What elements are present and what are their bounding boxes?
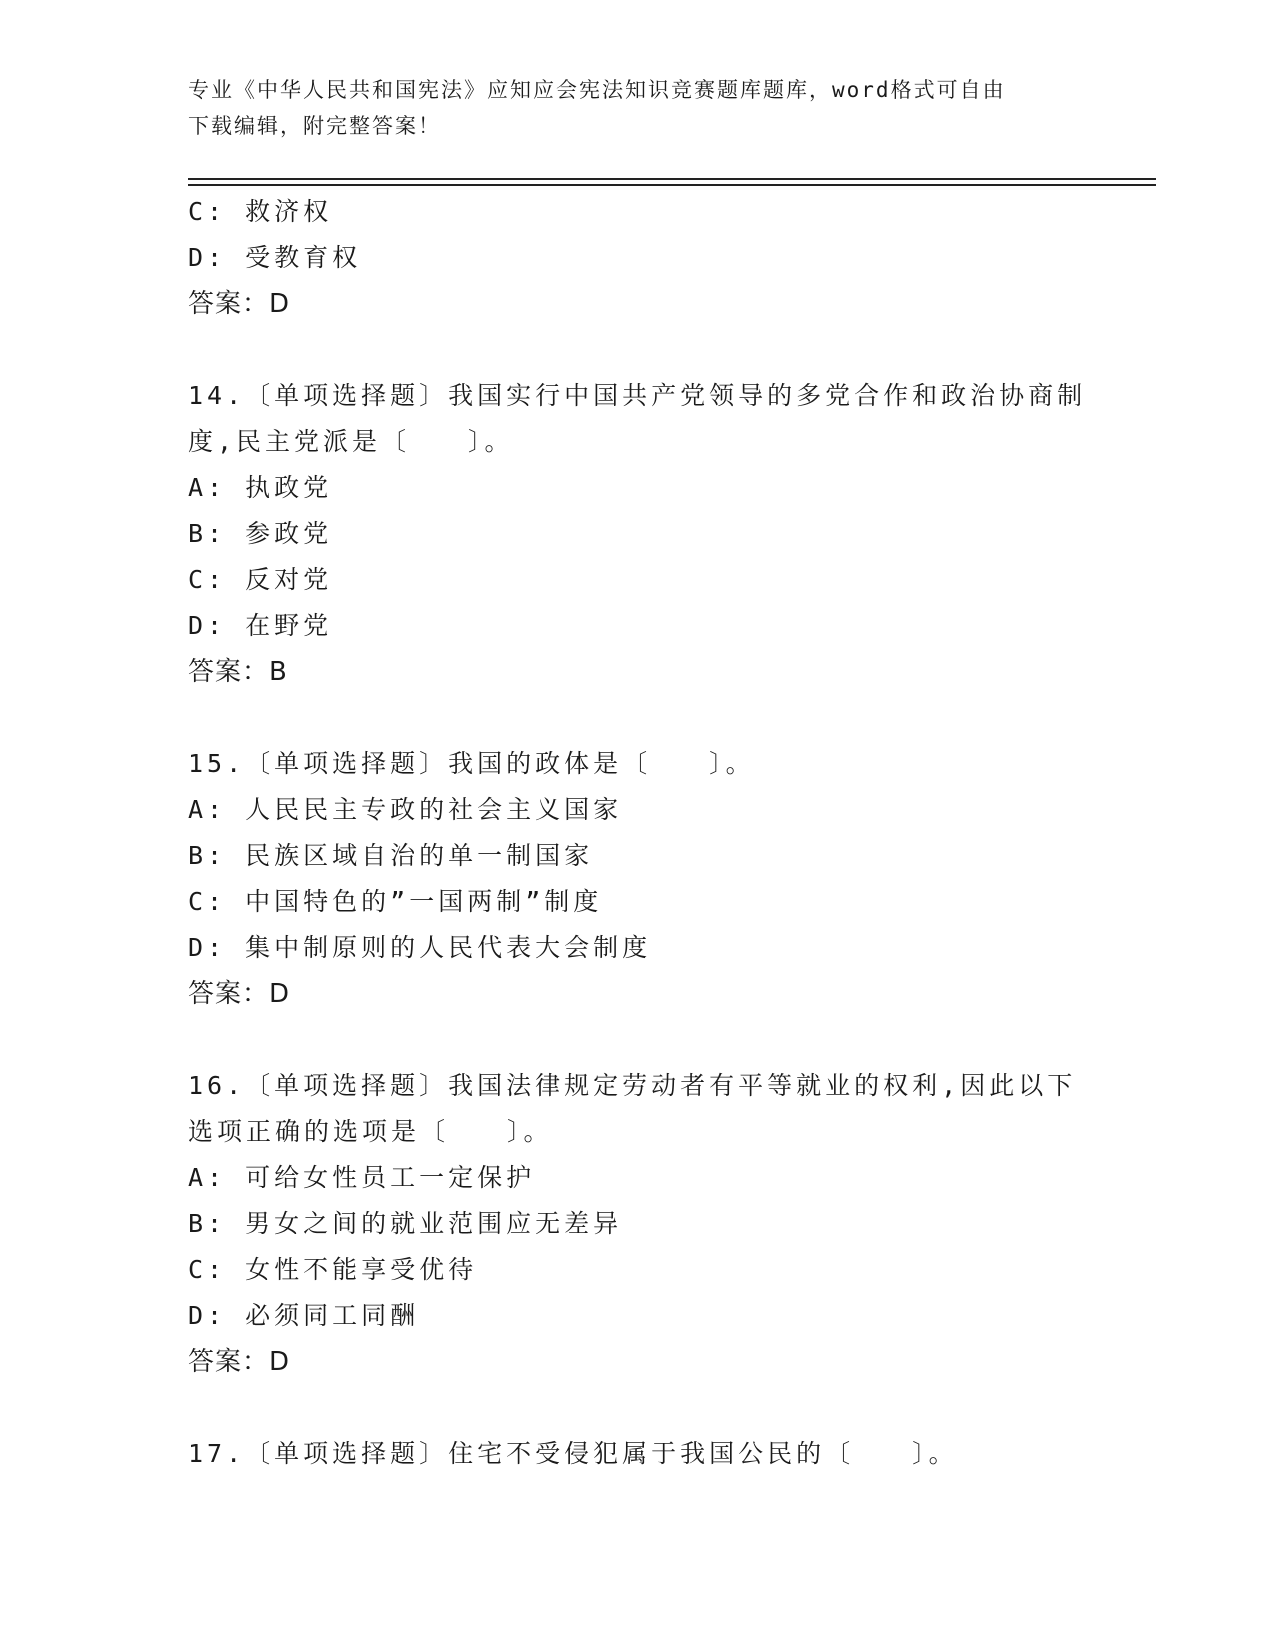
option-c: C: 女性不能享受优待 <box>188 1255 478 1284</box>
option-a: A: 人民民主专政的社会主义国家 <box>188 795 623 824</box>
option-a: A: 执政党 <box>188 473 333 502</box>
spacer <box>188 327 1088 373</box>
question-stem: 16.〔单项选择题〕我国法律规定劳动者有平等就业的权利,因此以下 <box>188 1071 1077 1100</box>
answer: 答案：B <box>188 657 288 687</box>
question-13 <box>188 189 1088 327</box>
option-c: C: 救济权 <box>188 197 333 226</box>
option-b: B: 参政党 <box>188 519 333 548</box>
question-17 <box>188 1431 1088 1477</box>
option-d: D: 受教育权 <box>188 243 362 272</box>
option-d: D: 在野党 <box>188 611 333 640</box>
header-line-1: 专业《中华人民共和国宪法》应知应会宪法知识竞赛题库题库，word格式可自由 <box>188 78 1006 102</box>
header-divider-top <box>188 178 1156 180</box>
question-14 <box>188 373 1088 695</box>
answer: 答案：D <box>188 979 291 1009</box>
spacer <box>188 1017 1088 1063</box>
question-stem: 14.〔单项选择题〕我国实行中国共产党领导的多党合作和政治协商制 <box>188 381 1087 410</box>
option-b: B: 男女之间的就业范围应无差异 <box>188 1209 623 1238</box>
question-stem: 17.〔单项选择题〕住宅不受侵犯属于我国公民的〔 〕。 <box>188 1439 958 1468</box>
document-header <box>188 72 1068 144</box>
option-d: D: 集中制原则的人民代表大会制度 <box>188 933 652 962</box>
header-line-2: 下载编辑，附完整答案！ <box>188 114 441 138</box>
question-15 <box>188 741 1088 1017</box>
question-16 <box>188 1063 1088 1385</box>
spacer <box>188 695 1088 741</box>
header-divider-bottom <box>188 184 1156 186</box>
spacer <box>188 1385 1088 1431</box>
question-stem-continued: 度,民主党派是〔 〕。 <box>188 427 514 456</box>
option-c: C: 反对党 <box>188 565 333 594</box>
option-b: B: 民族区域自治的单一制国家 <box>188 841 594 870</box>
option-d: D: 必须同工同酬 <box>188 1301 420 1330</box>
question-list <box>188 189 1088 1477</box>
question-stem-continued: 选项正确的选项是〔 〕。 <box>188 1117 553 1146</box>
option-c: C: 中国特色的”一国两制”制度 <box>188 887 603 916</box>
answer: 答案：D <box>188 289 291 319</box>
option-a: A: 可给女性员工一定保护 <box>188 1163 536 1192</box>
question-stem: 15.〔单项选择题〕我国的政体是〔 〕。 <box>188 749 755 778</box>
answer: 答案：D <box>188 1347 291 1377</box>
